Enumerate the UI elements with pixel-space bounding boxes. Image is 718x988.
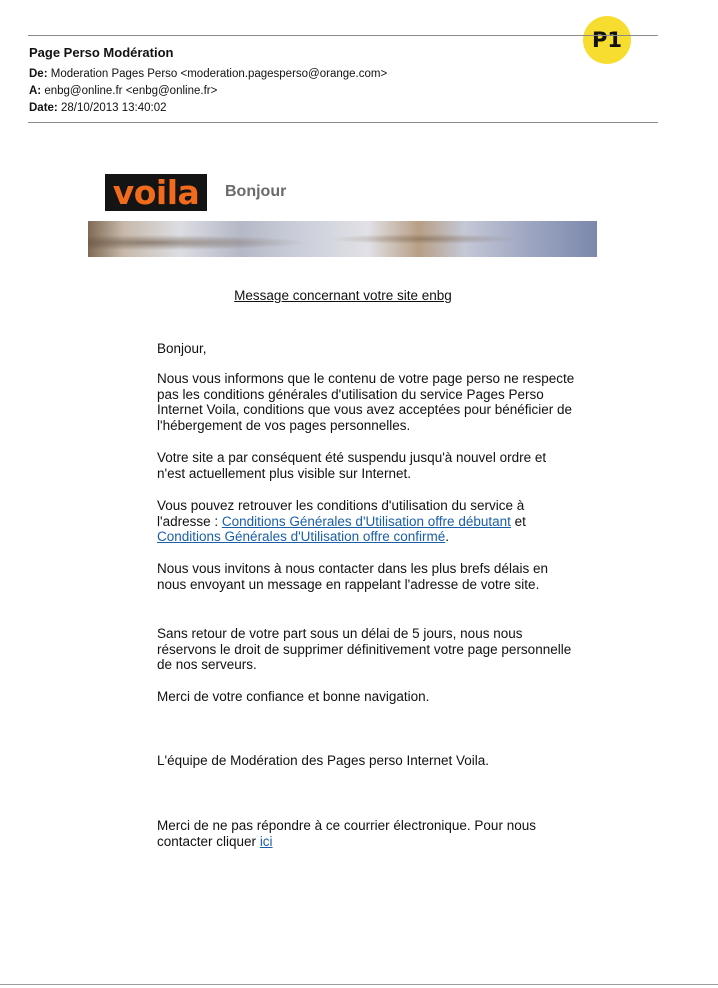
paragraph-informons: Nous vous informons que le contenu de votre page perso ne respecte pas les conditions générales d'utilisation du service Pages Perso Internet Voila, conditions que vous avez acceptées pour bénéficier de l'hébergement de vos pages personnelles. [157, 371, 575, 433]
paragraph-no-reply [157, 818, 577, 849]
voila-logo [105, 174, 207, 211]
voila-logo-text: voila [112, 173, 200, 212]
page-number-badge: P1 [583, 16, 631, 64]
from-value: Moderation Pages Perso <moderation.pagesperso@orange.com> [50, 68, 388, 80]
banner-image-shading [88, 221, 597, 257]
paragraph-invitons: Nous vous invitons à nous contacter dans les plus brefs délais en nous envoyant un message en rappelant l'adresse de votre site. [157, 561, 548, 592]
conditions-suffix: . [445, 529, 449, 544]
to-label: A: [29, 85, 42, 97]
salutation: Bonjour, [157, 341, 207, 356]
header-divider-bottom [28, 122, 658, 123]
decorative-banner [88, 221, 597, 257]
conditions-prefix: Vous pouvez retrouver les conditions d'utilisation du service à l'adresse : [157, 498, 525, 529]
header-greeting: Bonjour [225, 183, 287, 200]
page-bottom-edge [0, 984, 718, 985]
email-from [29, 67, 387, 81]
email-date [29, 101, 167, 115]
email-to [29, 84, 217, 98]
from-label: De: [29, 68, 48, 80]
contact-here-link[interactable]: ici [259, 833, 273, 849]
paragraph-suspendu: Votre site a par conséquent été suspendu jusqu'à nouvel ordre et n'est actuellement plus visible sur Internet. [157, 450, 547, 481]
cgu-confirme-link[interactable]: Conditions Générales d'Utilisation offre confirmé [157, 529, 446, 544]
date-label: Date: [29, 102, 58, 114]
header-divider-top [28, 35, 658, 36]
to-value: enbg@online.fr <enbg@online.fr> [44, 85, 218, 97]
conditions-and: et [510, 513, 526, 529]
signature: L'équipe de Modération des Pages perso Internet Voila. [157, 753, 490, 768]
no-reply-text: Merci de ne pas répondre à ce courrier électronique. Pour nous contacter cliquer [157, 818, 536, 849]
message-title: Message concernant votre site enbg [234, 288, 452, 303]
date-value: 28/10/2013 13:40:02 [60, 102, 167, 114]
email-subject: Page Perso Modération [29, 45, 174, 60]
cgu-debutant-link[interactable]: Conditions Générales d'Utilisation offre débutant [221, 513, 511, 529]
paragraph-conditions [157, 498, 577, 545]
paragraph-retour: Sans retour de votre part sous un délai de 5 jours, nous nous réservons le droit de supprimer définitivement votre page personnelle de nos serveurs. [157, 626, 572, 672]
paragraph-merci: Merci de votre confiance et bonne navigation. [157, 689, 430, 704]
